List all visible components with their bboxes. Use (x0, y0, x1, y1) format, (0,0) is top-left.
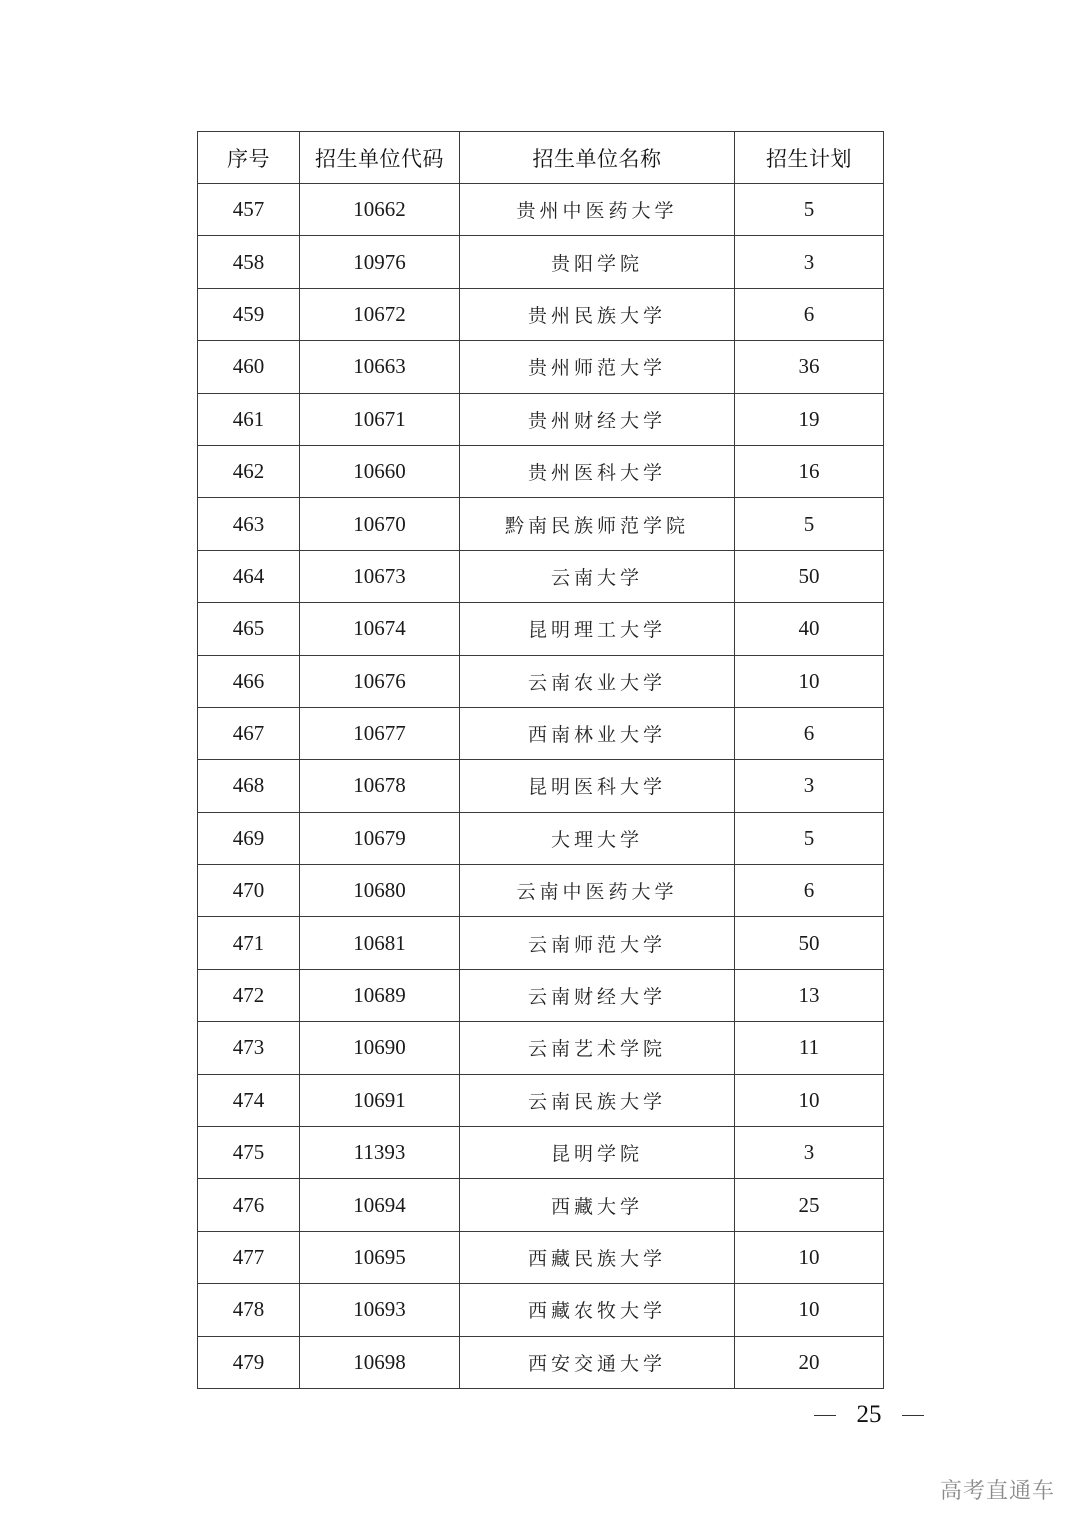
header-unit-name: 招生单位名称 (460, 132, 735, 184)
table-row (198, 184, 884, 236)
header-unit-code: 招生单位代码 (300, 132, 460, 184)
cell-enrollment-plan: 10 (735, 1284, 884, 1336)
header-serial-number: 序号 (198, 132, 300, 184)
cell-serial-number: 461 (198, 393, 300, 445)
cell-enrollment-plan: 50 (735, 550, 884, 602)
cell-enrollment-plan: 3 (735, 1127, 884, 1179)
cell-serial-number: 473 (198, 1022, 300, 1074)
cell-unit-code: 10690 (300, 1022, 460, 1074)
cell-unit-code: 10670 (300, 498, 460, 550)
cell-unit-code: 10695 (300, 1231, 460, 1283)
cell-unit-code: 10674 (300, 603, 460, 655)
cell-unit-name: 西藏农牧大学 (460, 1284, 735, 1336)
table-row (198, 550, 884, 602)
cell-unit-name: 黔南民族师范学院 (460, 498, 735, 550)
cell-enrollment-plan: 10 (735, 1074, 884, 1126)
cell-unit-code: 10672 (300, 288, 460, 340)
cell-enrollment-plan: 20 (735, 1336, 884, 1388)
cell-serial-number: 475 (198, 1127, 300, 1179)
cell-enrollment-plan: 3 (735, 760, 884, 812)
cell-enrollment-plan: 10 (735, 655, 884, 707)
table-row (198, 812, 884, 864)
cell-unit-name: 云南艺术学院 (460, 1022, 735, 1074)
table-row (198, 707, 884, 759)
cell-unit-code: 11393 (300, 1127, 460, 1179)
cell-unit-name: 昆明理工大学 (460, 603, 735, 655)
cell-enrollment-plan: 5 (735, 184, 884, 236)
cell-serial-number: 478 (198, 1284, 300, 1336)
cell-serial-number: 471 (198, 917, 300, 969)
cell-unit-name: 贵州财经大学 (460, 393, 735, 445)
cell-enrollment-plan: 5 (735, 812, 884, 864)
cell-unit-code: 10694 (300, 1179, 460, 1231)
cell-serial-number: 469 (198, 812, 300, 864)
cell-unit-code: 10680 (300, 865, 460, 917)
cell-enrollment-plan: 25 (735, 1179, 884, 1231)
table-row (198, 341, 884, 393)
cell-enrollment-plan: 50 (735, 917, 884, 969)
table-row (198, 498, 884, 550)
table-row (198, 865, 884, 917)
cell-unit-code: 10678 (300, 760, 460, 812)
cell-enrollment-plan: 6 (735, 288, 884, 340)
cell-unit-name: 西南林业大学 (460, 707, 735, 759)
cell-unit-code: 10673 (300, 550, 460, 602)
page-number-dash-left (814, 1415, 836, 1416)
page-number-dash-right (902, 1415, 924, 1416)
cell-unit-code: 10663 (300, 341, 460, 393)
cell-unit-code: 10691 (300, 1074, 460, 1126)
cell-serial-number: 462 (198, 445, 300, 497)
table-row (198, 288, 884, 340)
watermark: 高考直通车 (940, 1479, 1056, 1504)
cell-unit-name: 西藏民族大学 (460, 1231, 735, 1283)
cell-unit-code: 10677 (300, 707, 460, 759)
cell-unit-name: 云南财经大学 (460, 969, 735, 1021)
cell-serial-number: 457 (198, 184, 300, 236)
table-row (198, 1022, 884, 1074)
cell-unit-code: 10660 (300, 445, 460, 497)
cell-enrollment-plan: 3 (735, 236, 884, 288)
table-row (198, 603, 884, 655)
cell-unit-name: 贵阳学院 (460, 236, 735, 288)
cell-serial-number: 476 (198, 1179, 300, 1231)
cell-enrollment-plan: 6 (735, 707, 884, 759)
table-row (198, 393, 884, 445)
cell-enrollment-plan: 16 (735, 445, 884, 497)
cell-unit-name: 云南大学 (460, 550, 735, 602)
cell-serial-number: 459 (198, 288, 300, 340)
table-row (198, 236, 884, 288)
table-row (198, 969, 884, 1021)
table-body (198, 184, 884, 1389)
cell-unit-name: 贵州师范大学 (460, 341, 735, 393)
cell-enrollment-plan: 13 (735, 969, 884, 1021)
table-row (198, 1284, 884, 1336)
table-row (198, 1336, 884, 1388)
cell-serial-number: 463 (198, 498, 300, 550)
cell-serial-number: 472 (198, 969, 300, 1021)
cell-enrollment-plan: 6 (735, 865, 884, 917)
cell-unit-code: 10671 (300, 393, 460, 445)
cell-unit-name: 贵州医科大学 (460, 445, 735, 497)
table-row (198, 655, 884, 707)
cell-serial-number: 479 (198, 1336, 300, 1388)
cell-unit-name: 西藏大学 (460, 1179, 735, 1231)
cell-unit-name: 昆明医科大学 (460, 760, 735, 812)
cell-enrollment-plan: 11 (735, 1022, 884, 1074)
enrollment-plan-table (197, 131, 884, 1389)
cell-enrollment-plan: 10 (735, 1231, 884, 1283)
cell-serial-number: 470 (198, 865, 300, 917)
page-number (814, 1401, 924, 1429)
cell-unit-name: 大理大学 (460, 812, 735, 864)
table-row (198, 917, 884, 969)
cell-unit-code: 10662 (300, 184, 460, 236)
cell-serial-number: 474 (198, 1074, 300, 1126)
cell-enrollment-plan: 36 (735, 341, 884, 393)
cell-unit-code: 10676 (300, 655, 460, 707)
cell-unit-code: 10698 (300, 1336, 460, 1388)
cell-serial-number: 464 (198, 550, 300, 602)
cell-unit-name: 云南民族大学 (460, 1074, 735, 1126)
cell-enrollment-plan: 19 (735, 393, 884, 445)
cell-serial-number: 468 (198, 760, 300, 812)
cell-unit-code: 10681 (300, 917, 460, 969)
cell-enrollment-plan: 40 (735, 603, 884, 655)
cell-unit-code: 10679 (300, 812, 460, 864)
cell-unit-name: 西安交通大学 (460, 1336, 735, 1388)
cell-serial-number: 477 (198, 1231, 300, 1283)
table-row (198, 1127, 884, 1179)
table-row (198, 1231, 884, 1283)
cell-unit-name: 云南农业大学 (460, 655, 735, 707)
cell-enrollment-plan: 5 (735, 498, 884, 550)
cell-unit-code: 10693 (300, 1284, 460, 1336)
page-number-value: 25 (856, 1401, 882, 1428)
table-row (198, 760, 884, 812)
cell-serial-number: 466 (198, 655, 300, 707)
cell-serial-number: 465 (198, 603, 300, 655)
cell-unit-name: 昆明学院 (460, 1127, 735, 1179)
cell-unit-name: 云南中医药大学 (460, 865, 735, 917)
cell-serial-number: 460 (198, 341, 300, 393)
cell-unit-code: 10976 (300, 236, 460, 288)
table-row (198, 445, 884, 497)
cell-unit-name: 贵州民族大学 (460, 288, 735, 340)
header-enrollment-plan: 招生计划 (735, 132, 884, 184)
cell-serial-number: 467 (198, 707, 300, 759)
cell-unit-code: 10689 (300, 969, 460, 1021)
table-header-row (198, 132, 884, 184)
cell-unit-name: 云南师范大学 (460, 917, 735, 969)
cell-serial-number: 458 (198, 236, 300, 288)
cell-unit-name: 贵州中医药大学 (460, 184, 735, 236)
table-row (198, 1074, 884, 1126)
table-row (198, 1179, 884, 1231)
